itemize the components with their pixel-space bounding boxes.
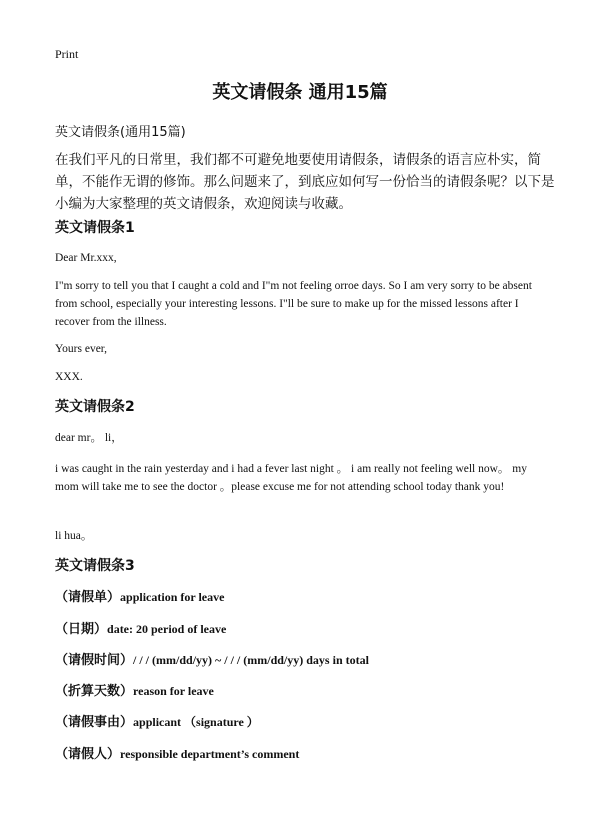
field-label-cn: （请假人） [55, 747, 121, 762]
signature-1: XXX. [55, 371, 83, 383]
field-label-cn: （请假时间） [55, 653, 134, 668]
section-heading-1: 英文请假条1 [55, 220, 135, 236]
field-label-en: responsible department’s comment [120, 747, 300, 761]
field-label-en: application for leave [120, 590, 225, 604]
letter-body-2: i was caught in the rain yesterday and i had a fever last night 。 i am really not feeling well now。 my mom will take me to see the doctor 。please excuse me for not attending school today thank you! [55, 463, 527, 493]
section-heading-3: 英文请假条3 [55, 558, 135, 574]
document-subtitle: 英文请假条(通用15篇) [55, 125, 186, 140]
salutation-1: Dear Mr.xxx, [55, 252, 117, 264]
form-field-leave-time [55, 649, 369, 668]
form-field-reason [55, 711, 259, 730]
field-label-en: / / / (mm/dd/yy) ~ / / / (mm/dd/yy) days in total [133, 653, 369, 667]
print-link[interactable]: Print [55, 47, 79, 61]
letter-body-1: I"m sorry to tell you that I caught a cold and I"m not feeling orroe days. So I am very sorry to be absent from school, especially your interesting lessons. I"ll be sure to make up for the missed lessons after I recover from the illness. [55, 280, 532, 328]
field-label-en: reason for leave [133, 684, 214, 698]
field-label-cn: （请假事由） [55, 715, 134, 730]
field-label-en: date: 20 period of leave [107, 622, 227, 636]
page-title: 英文请假条 通用15篇 [212, 82, 388, 103]
salutation-2: dear mr。 li， [55, 432, 123, 444]
field-label-cn: （日期） [55, 622, 108, 637]
field-label-cn: （请假单） [55, 590, 121, 605]
section-heading-2: 英文请假条2 [55, 399, 135, 415]
field-label-cn: （折算天数） [55, 684, 134, 699]
field-label-en: applicant （signature ） [133, 715, 259, 729]
form-field-days [55, 680, 214, 699]
form-field-leave-form [55, 586, 224, 605]
form-field-applicant [55, 743, 299, 762]
form-field-date [55, 618, 226, 637]
closing-1: Yours ever, [55, 343, 108, 355]
intro-paragraph: 在我们平凡的日常里，我们都不可避免地要使用请假条，请假条的语言应朴实，简单，不能作无谓的修饰。那么问题来了，到底应如何写一份恰当的请假条呢？以下是小编为大家整理的英文请假条，欢迎阅读与收藏。 [55, 152, 555, 212]
signature-2: li hua。 [55, 530, 93, 542]
